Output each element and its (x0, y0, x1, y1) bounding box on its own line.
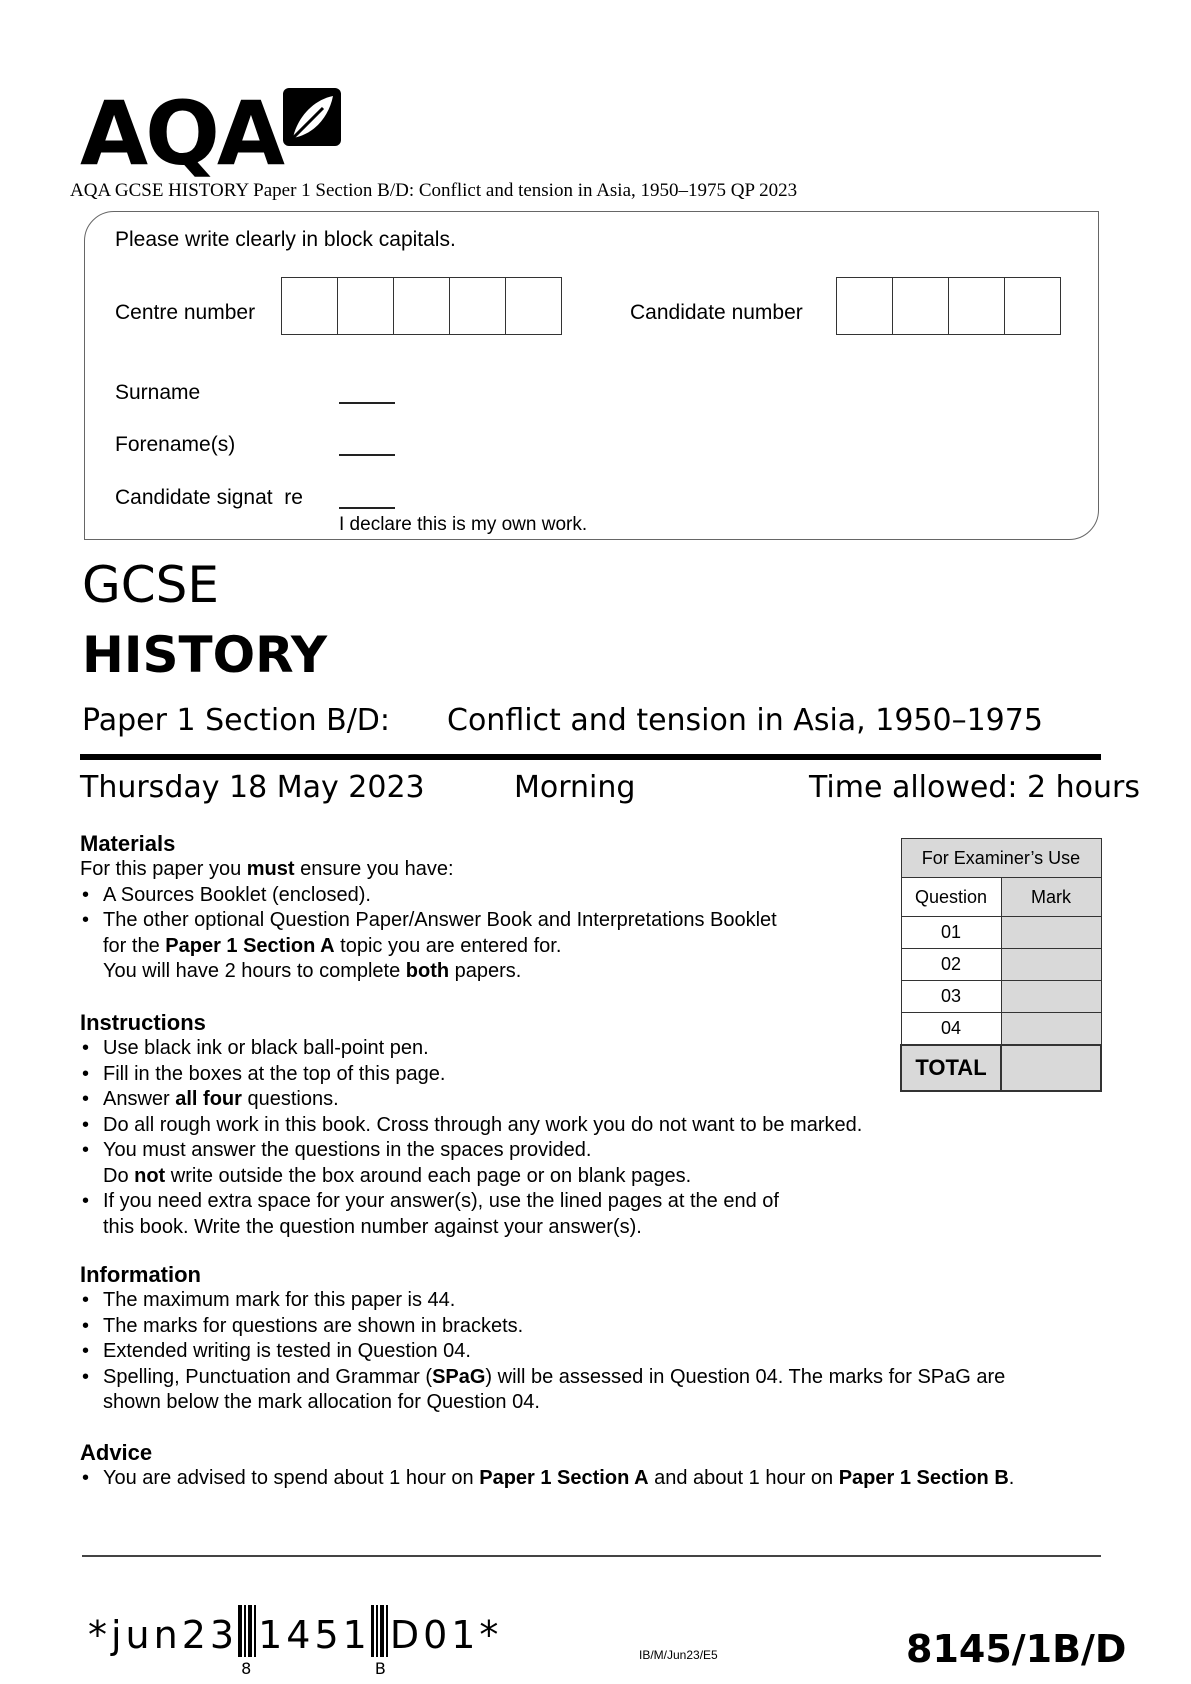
exam-date: Thursday 18 May 2023 (80, 770, 425, 805)
advice-item: • You are advised to spend about 1 hour on Paper 1 Section A and about 1 hour on Paper 1 Section B. (80, 1466, 1130, 1492)
barcode-text-part: D01* (389, 1613, 503, 1657)
signature-field[interactable] (339, 507, 395, 509)
candidate-number-label: Candidate number (630, 301, 803, 324)
column-header-mark: Mark (1001, 878, 1101, 917)
instructions-section (80, 1010, 930, 1240)
barcode-sub-label: 8 (241, 1659, 252, 1678)
column-header-question: Question (901, 878, 1001, 917)
instruction-item: • Use black ink or black ball-point pen. (80, 1036, 930, 1062)
barcode-bars-icon (238, 1605, 258, 1678)
centre-number-field[interactable] (281, 277, 562, 335)
information-item: • The maximum mark for this paper is 44. (80, 1288, 1110, 1314)
materials-section (80, 831, 900, 985)
centre-number-digit-box[interactable] (394, 278, 450, 334)
total-mark-cell[interactable] (1001, 1045, 1101, 1091)
subject-title: HISTORY (82, 626, 328, 684)
signature-label: Candidate signat re (115, 486, 303, 509)
table-row (901, 917, 1101, 949)
barcode-sub-label: B (374, 1659, 386, 1678)
centre-number-digit-box[interactable] (338, 278, 394, 334)
centre-number-label: Centre number (115, 301, 256, 324)
reference-code: IB/M/Jun23/E5 (639, 1648, 718, 1662)
candidate-number-digit-box[interactable] (949, 278, 1005, 334)
candidate-number-digit-box[interactable] (893, 278, 949, 334)
surname-label: Surname (115, 381, 201, 404)
advice-section (80, 1440, 1130, 1492)
question-number: 04 (901, 1013, 1001, 1046)
table-row (901, 981, 1101, 1013)
materials-item: • A Sources Booklet (enclosed). (80, 883, 900, 909)
information-heading: Information (80, 1262, 201, 1287)
total-row (901, 1045, 1101, 1091)
mark-cell[interactable] (1001, 949, 1101, 981)
paper-label: Paper 1 Section B/D: (82, 703, 391, 738)
surname-field[interactable] (339, 402, 395, 404)
mark-cell[interactable] (1001, 917, 1101, 949)
total-label: TOTAL (901, 1045, 1001, 1091)
declaration-text: I declare this is my own work. (339, 514, 588, 535)
information-item: • The marks for questions are shown in brackets. (80, 1314, 1110, 1340)
advice-heading: Advice (80, 1440, 153, 1465)
instruction-item: • You must answer the questions in the spaces provided. Do not write outside the box around each page or on blank pages. (80, 1138, 930, 1189)
mark-cell[interactable] (1001, 981, 1101, 1013)
question-number: 02 (901, 949, 1001, 981)
materials-heading: Materials (80, 831, 176, 856)
candidate-number-digit-box[interactable] (1005, 278, 1061, 334)
barcode-bars-icon (371, 1605, 390, 1678)
footer-divider (82, 1555, 1101, 1557)
question-number: 01 (901, 917, 1001, 949)
centre-number-digit-box[interactable] (450, 278, 506, 334)
instruction-item: • If you need extra space for your answer(s), use the lined pages at the end of this book. Write the question number against your answer(s). (80, 1189, 930, 1240)
table-row (901, 949, 1101, 981)
document-heading: AQA GCSE HISTORY Paper 1 Section B/D: Conflict and tension in Asia, 1950–1975 QP 2023 (70, 180, 798, 201)
instruction-item: • Answer all four questions. (80, 1087, 930, 1113)
time-allowed: Time allowed: 2 hours (809, 770, 1141, 805)
instructions-heading: Instructions (80, 1010, 206, 1035)
examiner-table-title: For Examiner’s Use (901, 839, 1101, 878)
examiner-use-table (900, 838, 1102, 1092)
candidate-number-digit-box[interactable] (837, 278, 893, 334)
form-instruction: Please write clearly in block capitals. (115, 228, 456, 251)
barcode-text-part: *jun23 (88, 1613, 239, 1657)
materials-intro: For this paper you must ensure you have: (80, 858, 454, 880)
centre-number-digit-box[interactable] (506, 278, 562, 334)
barcode-text-part: 1451 (258, 1613, 371, 1657)
instruction-item: • Do all rough work in this book. Cross through any work you do not want to be marked. (80, 1113, 930, 1139)
paper-code: 8145/1B/D (906, 1627, 1127, 1671)
question-number: 03 (901, 981, 1001, 1013)
information-section (80, 1262, 1110, 1416)
aqa-leaf-logo-icon (283, 88, 341, 146)
exam-session: Morning (514, 770, 636, 805)
mark-cell[interactable] (1001, 1013, 1101, 1046)
materials-item: • The other optional Question Paper/Answer Book and Interpretations Booklet for the Paper 1 Section A topic you are entered for. You will have 2 hours to complete both papers. (80, 908, 900, 985)
information-item: • Spelling, Punctuation and Grammar (SPaG) will be assessed in Question 04. The marks for SPaG are shown below the mark allocation for Question 04. (80, 1365, 1110, 1416)
centre-number-digit-box[interactable] (282, 278, 338, 334)
qualification-title: GCSE (82, 556, 219, 614)
information-item: • Extended writing is tested in Question 04. (80, 1339, 1110, 1365)
instruction-item: • Fill in the boxes at the top of this page. (80, 1062, 930, 1088)
aqa-logo: AQA (80, 82, 283, 185)
candidate-number-field[interactable] (836, 277, 1061, 335)
title-divider (80, 754, 1101, 760)
forenames-field[interactable] (339, 454, 395, 456)
table-row (901, 1013, 1101, 1046)
paper-topic: Conflict and tension in Asia, 1950–1975 (447, 703, 1043, 738)
forenames-label: Forename(s) (115, 433, 236, 456)
barcode (88, 1605, 503, 1678)
